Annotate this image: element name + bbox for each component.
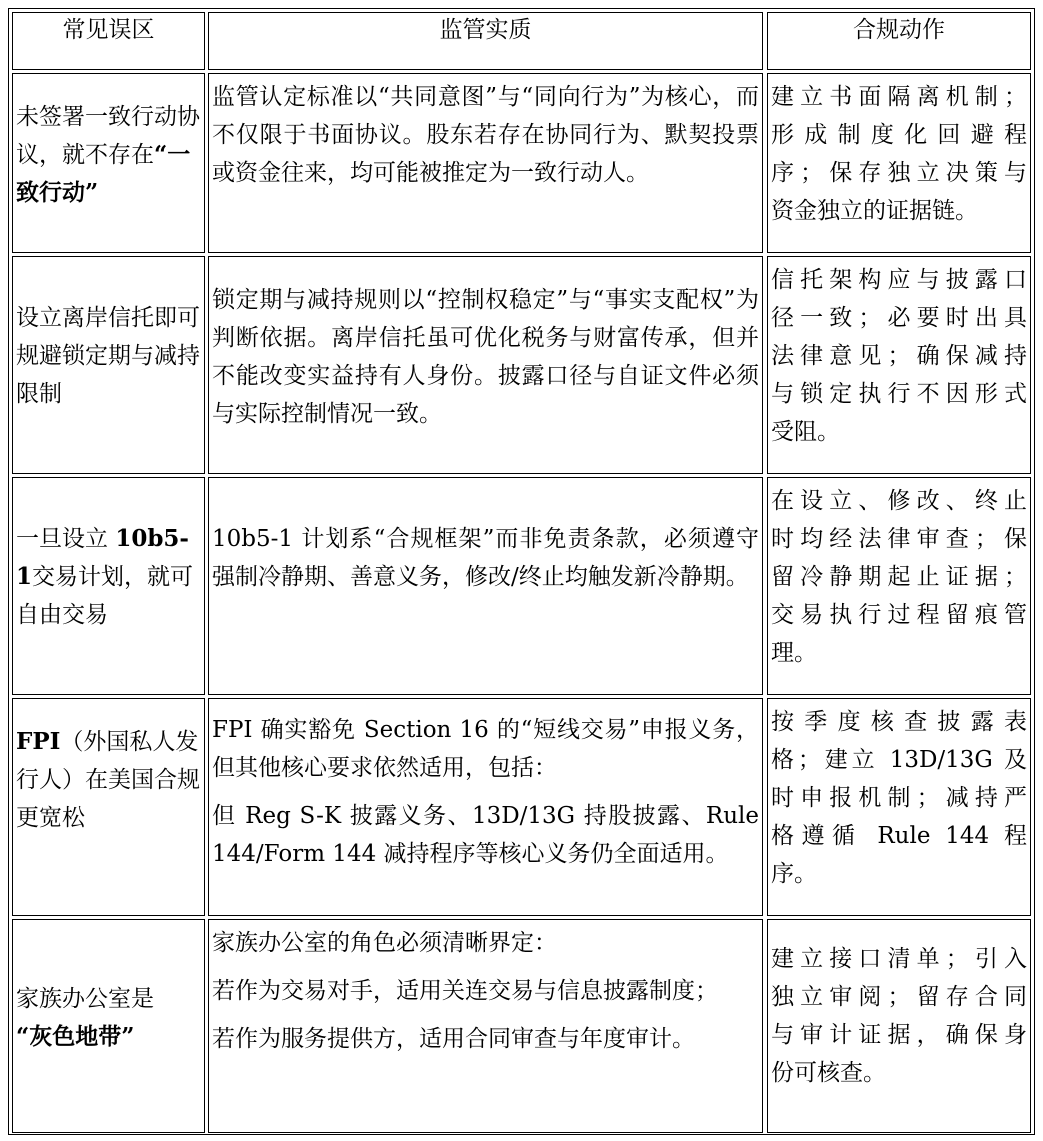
myth-text-2: 设立离岸信托即可规避锁定期与减持限制 bbox=[16, 305, 200, 407]
action-line: 理。 bbox=[771, 640, 817, 666]
substance-text-4b: 但 Reg S-K 披露义务、13D/13G 持股披露、Rule 144/Form 144 减持程序等核心义务仍全面适用。 bbox=[212, 803, 759, 867]
action-cell-1 bbox=[767, 73, 1031, 253]
action-line: 时申报机制；减持严 bbox=[771, 785, 1027, 811]
substance-cell-1 bbox=[208, 73, 763, 253]
action-line: 留冷静期起止证据； bbox=[771, 564, 1027, 590]
myth-text-3a: 一旦设立 bbox=[16, 526, 108, 552]
myth-cell-3 bbox=[12, 477, 205, 695]
action-line: 序。 bbox=[771, 861, 817, 887]
myth-text-1: 未签署一致行动协议，就不存在 bbox=[16, 104, 200, 168]
myth-cell-4 bbox=[12, 698, 205, 916]
substance-text-2: 锁定期与减持规则以“控制权稳定”与“事实支配权”为判断依据。离岸信托虽可优化税务与财富传承，但并不能改变实益持有人身份。披露口径与自证文件必须与实际控制情况一致。 bbox=[212, 287, 759, 427]
myth-quote-1: “一致行动” bbox=[16, 141, 191, 206]
header-regulatory-substance: 监管实质 bbox=[208, 12, 763, 70]
header-compliance-actions: 合规动作 bbox=[767, 12, 1031, 70]
action-cell-4 bbox=[767, 698, 1031, 916]
action-line: 建立书面隔离机制； bbox=[771, 84, 1027, 110]
myth-cell-2 bbox=[12, 256, 205, 474]
action-line: 交易执行过程留痕管 bbox=[771, 602, 1027, 628]
myth-cell-5 bbox=[12, 919, 205, 1133]
myth-text-4: （外国私人发行人）在美国合规更宽松 bbox=[16, 729, 200, 831]
action-line: 受阻。 bbox=[771, 419, 840, 445]
action-line: 格遵循 Rule 144 程 bbox=[771, 823, 1027, 849]
header-common-myths: 常见误区 bbox=[12, 12, 205, 70]
myth-cell-1 bbox=[12, 73, 205, 253]
substance-text-3: 10b5-1 计划系“合规框架”而非免责条款，必须遵守强制冷静期、善意义务，修改/终止均触发新冷静期。 bbox=[212, 526, 759, 590]
myth-bold-3: 10b5-1 bbox=[16, 525, 189, 590]
action-line: 按季度核查披露表 bbox=[771, 709, 1027, 735]
substance-text-5b: 若作为交易对手，适用关连交易与信息披露制度； bbox=[212, 978, 718, 1004]
action-line: 独立审阅；留存合同 bbox=[771, 984, 1027, 1010]
action-line: 格；建立 13D/13G 及 bbox=[771, 747, 1027, 773]
myth-text-5: 家族办公室是 bbox=[16, 986, 154, 1012]
substance-text-4a: FPI 确实豁免 Section 16 的“短线交易”申报义务，但其他核心要求依然适用，包括： bbox=[212, 717, 759, 781]
action-line: 在设立、修改、终止 bbox=[771, 488, 1027, 514]
action-line: 序；保存独立决策与 bbox=[771, 160, 1027, 186]
action-line: 时均经法律审查；保 bbox=[771, 526, 1027, 552]
substance-text-5a: 家族办公室的角色必须清晰界定： bbox=[212, 930, 557, 956]
action-line: 份可核查。 bbox=[771, 1060, 886, 1086]
substance-cell-2 bbox=[208, 256, 763, 474]
substance-text-1: 监管认定标准以“共同意图”与“同向行为”为核心，而不仅限于书面协议。股东若存在协同行为、默契投票或资金往来，均可能被推定为一致行动人。 bbox=[212, 84, 759, 186]
action-cell-3 bbox=[767, 477, 1031, 695]
myth-text-3b: 交易计划，就可自由交易 bbox=[16, 564, 194, 628]
action-cell-2 bbox=[767, 256, 1031, 474]
action-line: 形成制度化回避程 bbox=[771, 122, 1027, 148]
substance-cell-5 bbox=[208, 919, 763, 1133]
myth-bold-4: FPI bbox=[16, 728, 61, 755]
action-line: 资金独立的证据链。 bbox=[771, 198, 978, 224]
substance-text-5c: 若作为服务提供方，适用合同审查与年度审计。 bbox=[212, 1026, 695, 1052]
myth-quote-5: “灰色地带” bbox=[16, 1023, 135, 1050]
action-line: 法律意见；确保减持 bbox=[771, 343, 1027, 369]
action-line: 与锁定执行不因形式 bbox=[771, 381, 1027, 407]
action-cell-5 bbox=[767, 919, 1031, 1133]
action-line: 径一致；必要时出具 bbox=[771, 305, 1027, 331]
action-line: 信托架构应与披露口 bbox=[771, 267, 1027, 293]
substance-cell-3 bbox=[208, 477, 763, 695]
action-line: 与审计证据，确保身 bbox=[771, 1022, 1027, 1048]
action-line: 建立接口清单；引入 bbox=[771, 946, 1027, 972]
substance-cell-4 bbox=[208, 698, 763, 916]
